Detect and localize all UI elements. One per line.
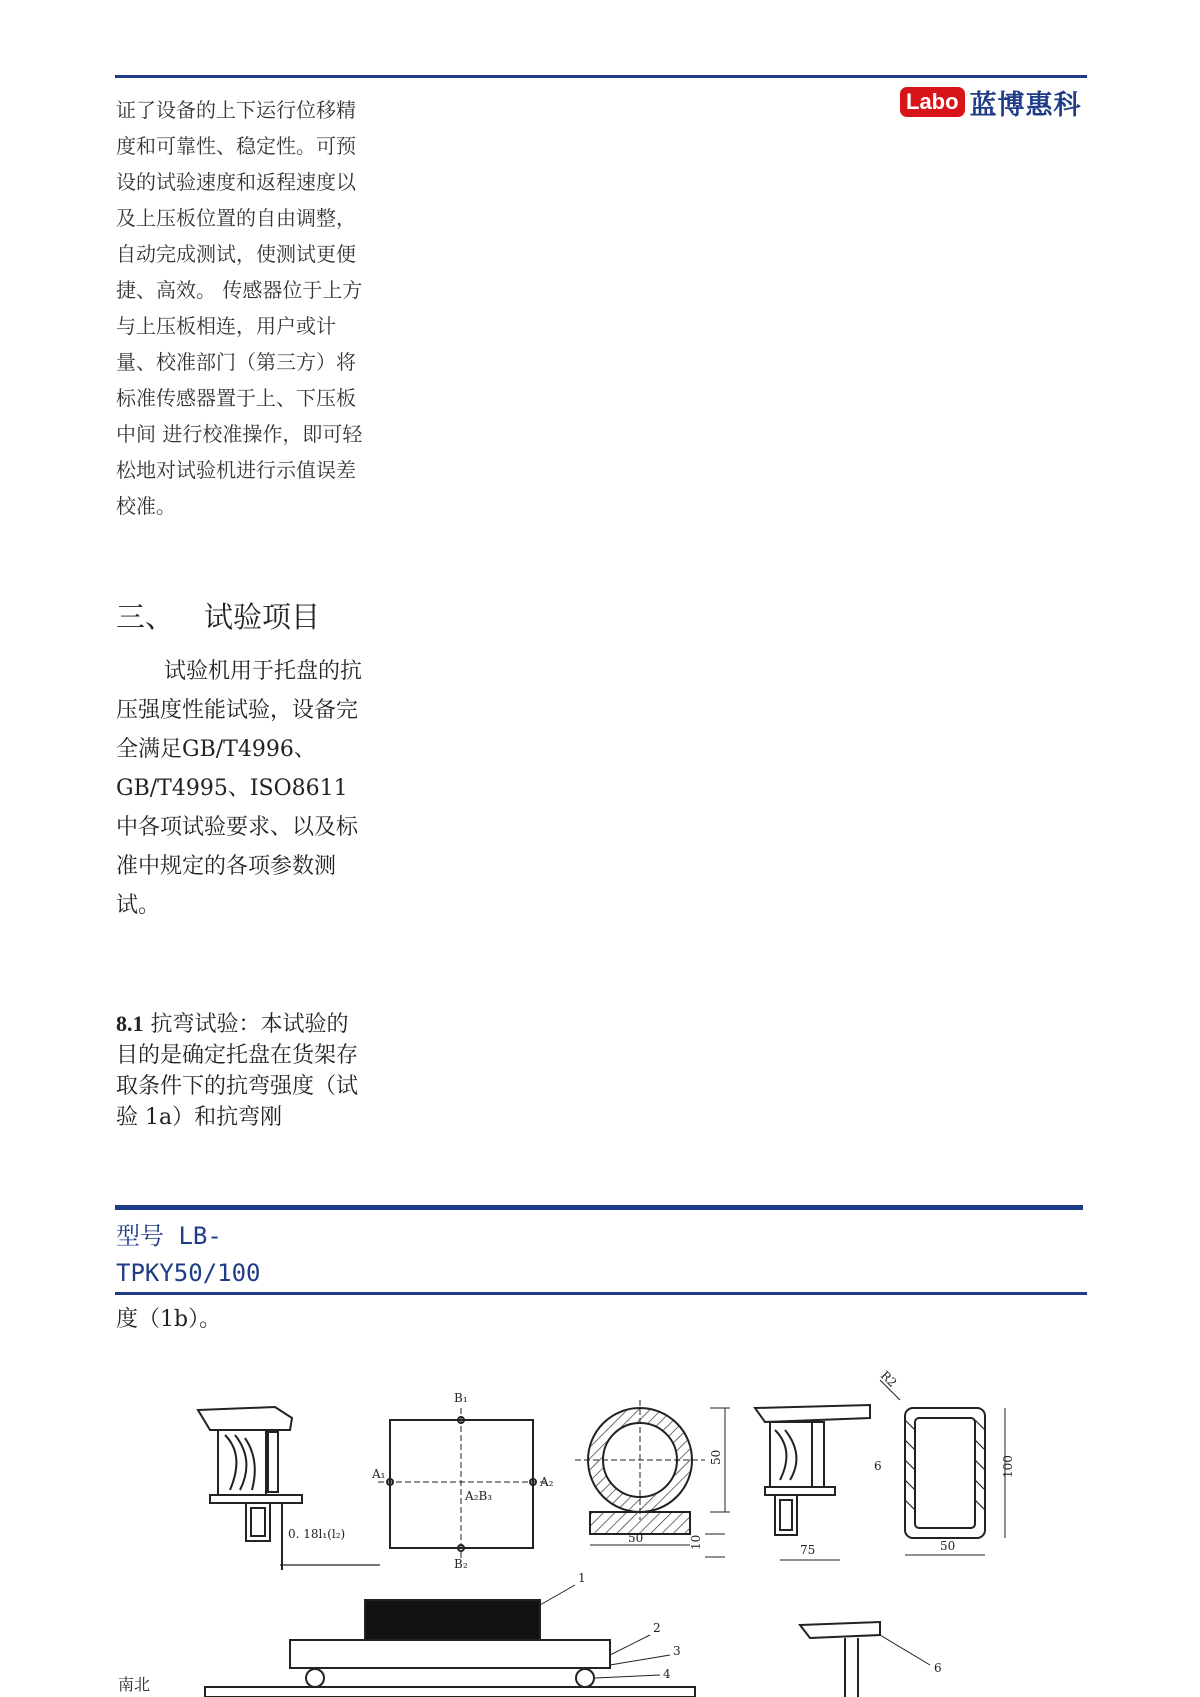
callout-6-bottom: 6 [934, 1661, 942, 1675]
clause-paragraph [116, 1008, 366, 1133]
callout-1: 1 [578, 1571, 586, 1585]
dim-50-base: 50 [628, 1531, 644, 1545]
rect-tube-section [880, 1380, 1005, 1555]
intro-paragraph: 证了设备的上下运行位移精度和可靠性、稳定性。可预设的试验速度和返程速度以及上压板位置的自由调整，自动完成测试，使测试更便捷、高效。 传感器位于上方与上压板相连，用户或计量、校准部门（第三方）将标准传感器置于上、下压板中间 进行校准操作，即可轻松地对试验机进行示值误差校准。 [116, 98, 363, 518]
dim-50-tube: 50 [940, 1539, 956, 1553]
test-items-text: 试验机用于托盘的抗压强度性能试验，设备完全满足GB/T4996、GB/T4995、ISO8611中各项试验要求、以及标准中规定的各项参数测试。 [116, 659, 363, 918]
dim-75: 75 [800, 1543, 816, 1557]
section-title: 试验项目 [204, 600, 321, 634]
logo-text: 蓝博惠科 [969, 89, 1082, 121]
label-a2: A₂ [540, 1475, 554, 1489]
label-b2: B₂ [454, 1557, 468, 1571]
pallet-edge-detail [198, 1407, 302, 1570]
logo-badge: Labo [900, 87, 965, 117]
pallet-load-assembly [205, 1585, 930, 1697]
brand-logo [900, 85, 1082, 119]
callout-3: 3 [673, 1644, 681, 1658]
model-line-1: 型号 LB- [116, 1222, 222, 1250]
label-offset: 0. 18l₁(l₂) [288, 1527, 346, 1541]
bending-test-diagram [190, 1360, 1100, 1697]
label-a1: A₁ [372, 1467, 386, 1481]
label-b1: B₁ [454, 1391, 468, 1405]
dim-100: 100 [1001, 1455, 1015, 1478]
section-number: 三、 [116, 600, 175, 634]
section-heading [116, 595, 320, 636]
callout-4: 4 [663, 1667, 671, 1681]
model-top-rule [115, 1205, 1083, 1210]
clause-text: 抗弯试验：本试验的目的是确定托盘在货架存取条件下的抗弯强度（试验 1a）和抗弯刚 [116, 1012, 359, 1130]
model-bottom-rule [115, 1292, 1087, 1295]
model-label [116, 1218, 416, 1292]
label-r2: R2 [877, 1368, 900, 1390]
header-rule [115, 75, 1087, 78]
callout-2: 2 [653, 1621, 661, 1635]
round-support-section [575, 1400, 730, 1557]
callout-6-top: 6 [874, 1459, 882, 1473]
load-point-square [378, 1408, 545, 1560]
continuation-text: 度（1b）。 [116, 1307, 222, 1332]
model-line-2: TPKY50/100 [116, 1259, 261, 1287]
pallet-edge-detail-2 [755, 1405, 870, 1560]
clause-number: 8.1 [116, 1011, 144, 1036]
label-ab: A₂B₃ [465, 1489, 493, 1503]
test-items-paragraph [116, 652, 366, 925]
footer-text: 南北 [118, 1675, 151, 1694]
dim-50-height: 50 [709, 1449, 723, 1465]
dim-10: 10 [689, 1534, 703, 1550]
